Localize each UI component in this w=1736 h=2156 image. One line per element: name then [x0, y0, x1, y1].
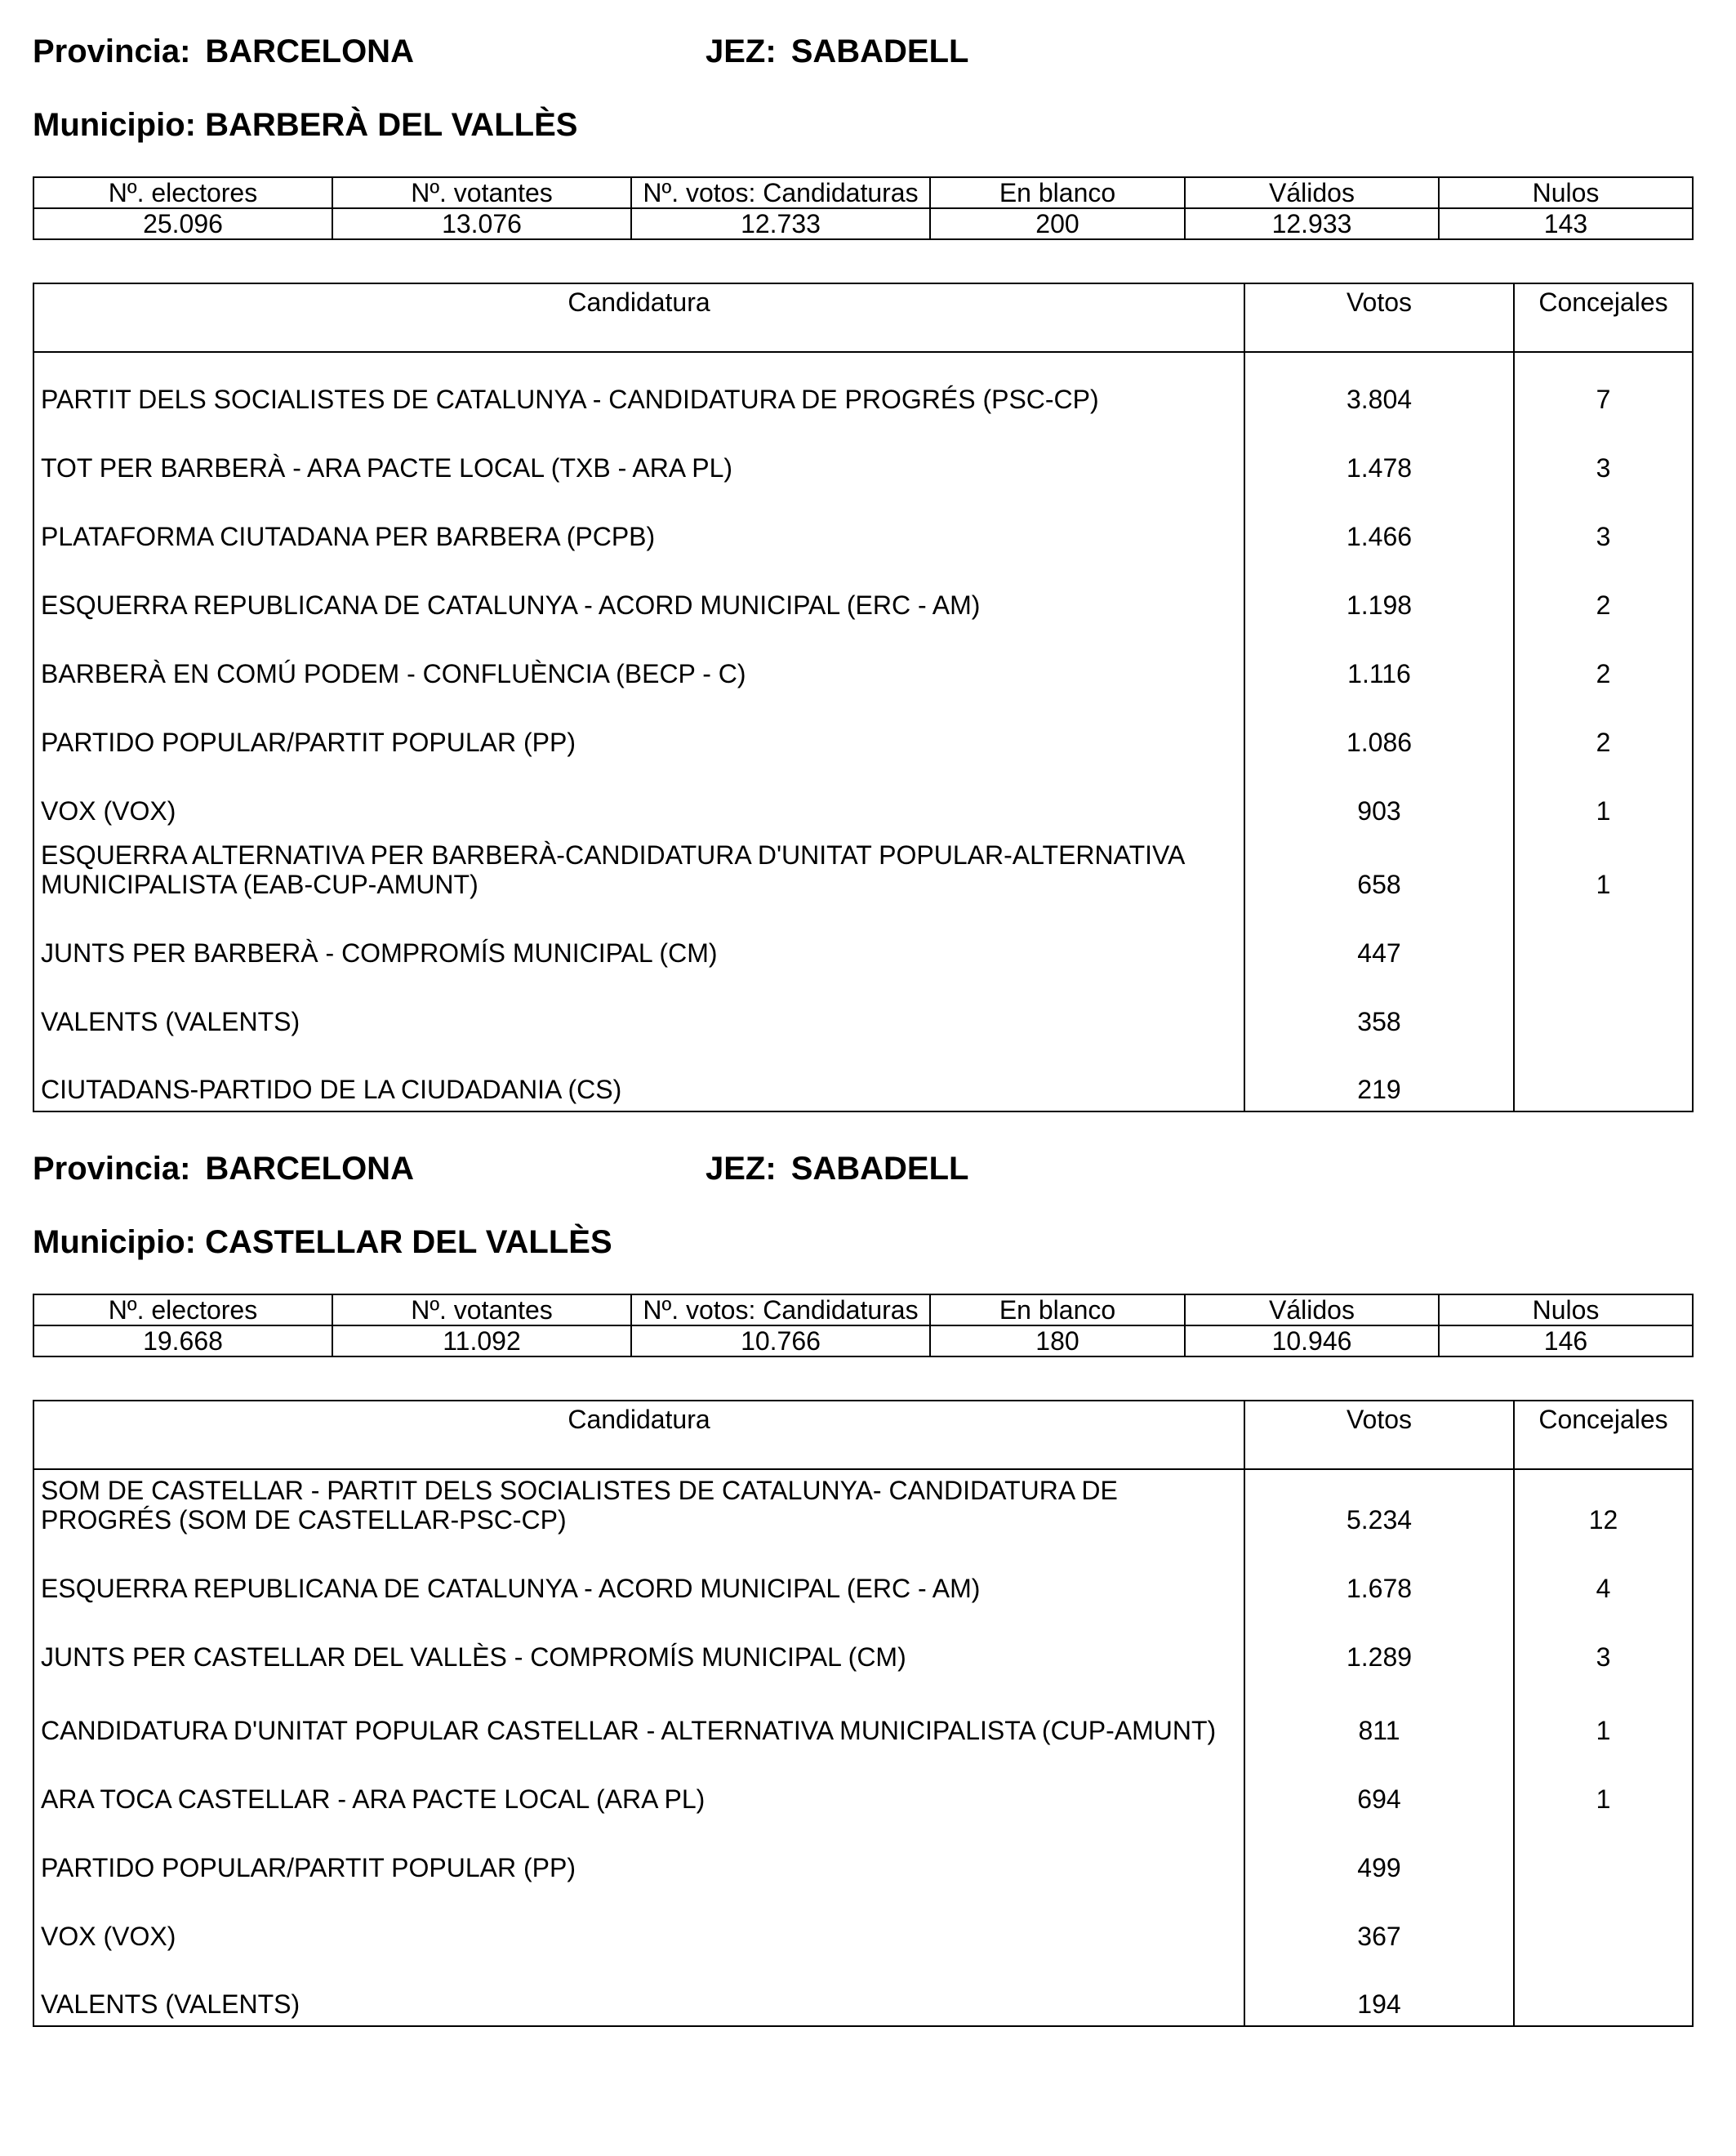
summary-header-cell: Válidos [1185, 177, 1439, 208]
summary-value-row [33, 208, 1693, 239]
table-row [33, 1958, 1693, 2026]
candidatura-cell: VOX (VOX) [33, 764, 1244, 832]
votos-cell: 194 [1244, 1958, 1514, 2026]
table-row [33, 558, 1693, 626]
concejales-cell: 4 [1514, 1541, 1693, 1610]
table-row [33, 974, 1693, 1043]
summary-header-cell: Nº. votos: Candidaturas [631, 177, 930, 208]
provincia-heading [33, 1150, 414, 1187]
concejales-cell: 3 [1514, 1610, 1693, 1678]
candidatura-cell: PARTIT DELS SOCIALISTES DE CATALUNYA - CANDIDATURA DE PROGRÉS (PSC-CP) [33, 352, 1244, 421]
concejales-cell [1514, 1958, 1693, 2026]
provincia-label: Provincia: [33, 33, 191, 69]
votos-cell: 447 [1244, 906, 1514, 974]
votos-cell: 367 [1244, 1889, 1514, 1958]
concejales-cell [1514, 1043, 1693, 1111]
provincia-label: Provincia: [33, 1151, 191, 1187]
candidatura-cell: BARBERÀ EN COMÚ PODEM - CONFLUÈNCIA (BECP - C) [33, 626, 1244, 695]
summary-header-cell: Nulos [1439, 177, 1693, 208]
concejales-cell: 3 [1514, 421, 1693, 489]
summary-value-row [33, 1325, 1693, 1356]
table-row [33, 1610, 1693, 1678]
concejales-cell [1514, 1820, 1693, 1889]
concejales-cell: 7 [1514, 352, 1693, 421]
candidatura-cell: ARA TOCA CASTELLAR - ARA PACTE LOCAL (ARA PL) [33, 1752, 1244, 1820]
table-row [33, 1541, 1693, 1610]
concejales-cell: 1 [1514, 832, 1693, 906]
table-row [33, 421, 1693, 489]
table-row [33, 832, 1693, 906]
table-row [33, 352, 1693, 421]
concejales-cell [1514, 974, 1693, 1043]
candidatura-cell: PARTIDO POPULAR/PARTIT POPULAR (PP) [33, 1820, 1244, 1889]
summary-value-cell: 25.096 [33, 208, 332, 239]
municipio-label: Municipio: [33, 1224, 196, 1260]
candidatura-cell: JUNTS PER BARBERÀ - COMPROMÍS MUNICIPAL (CM) [33, 906, 1244, 974]
summary-table [33, 1294, 1694, 1357]
votos-cell: 903 [1244, 764, 1514, 832]
concejales-cell: 12 [1514, 1469, 1693, 1541]
candidatura-cell: PARTIDO POPULAR/PARTIT POPULAR (PP) [33, 695, 1244, 764]
candidatura-cell: TOT PER BARBERÀ - ARA PACTE LOCAL (TXB - ARA PL) [33, 421, 1244, 489]
concejales-cell: 2 [1514, 695, 1693, 764]
concejales-cell: 3 [1514, 489, 1693, 558]
jez-value: SABADELL [790, 33, 969, 69]
provincia-heading [33, 33, 414, 70]
municipio-heading [33, 106, 577, 144]
candidatura-cell: ESQUERRA REPUBLICANA DE CATALUNYA - ACORD MUNICIPAL (ERC - AM) [33, 1541, 1244, 1610]
summary-header-cell: En blanco [930, 177, 1185, 208]
table-row [33, 626, 1693, 695]
provincia-value: BARCELONA [205, 1151, 414, 1187]
candidatura-header: Candidatura [33, 1401, 1244, 1469]
votos-cell: 1.678 [1244, 1541, 1514, 1610]
candidatura-cell: VOX (VOX) [33, 1889, 1244, 1958]
votos-cell: 1.116 [1244, 626, 1514, 695]
concejales-header: Concejales [1514, 1401, 1693, 1469]
summary-header-cell: Nº. votantes [332, 1294, 631, 1325]
summary-table [33, 176, 1694, 240]
results-table [33, 283, 1694, 1112]
table-row [33, 906, 1693, 974]
jez-heading [706, 33, 968, 70]
table-row [33, 695, 1693, 764]
results-header-row [33, 1401, 1693, 1469]
summary-header-cell: Nulos [1439, 1294, 1693, 1325]
summary-header-cell: Válidos [1185, 1294, 1439, 1325]
votos-cell: 1.086 [1244, 695, 1514, 764]
concejales-cell: 1 [1514, 764, 1693, 832]
table-row [33, 1889, 1693, 1958]
summary-value-cell: 143 [1439, 208, 1693, 239]
votos-cell: 499 [1244, 1820, 1514, 1889]
votos-cell: 3.804 [1244, 352, 1514, 421]
candidatura-cell: ESQUERRA REPUBLICANA DE CATALUNYA - ACORD MUNICIPAL (ERC - AM) [33, 558, 1244, 626]
results-header-row [33, 283, 1693, 352]
summary-value-cell: 19.668 [33, 1325, 332, 1356]
summary-value-cell: 10.946 [1185, 1325, 1439, 1356]
votos-cell: 219 [1244, 1043, 1514, 1111]
concejales-cell: 1 [1514, 1678, 1693, 1752]
summary-header-cell: Nº. votos: Candidaturas [631, 1294, 930, 1325]
candidatura-cell: SOM DE CASTELLAR - PARTIT DELS SOCIALISTES DE CATALUNYA- CANDIDATURA DE PROGRÉS (SOM DE CASTELLAR-PSC-CP) [33, 1469, 1244, 1541]
results-table [33, 1400, 1694, 2027]
candidatura-cell: CANDIDATURA D'UNITAT POPULAR CASTELLAR - ALTERNATIVA MUNICIPALISTA (CUP-AMUNT) [33, 1678, 1244, 1752]
summary-header-cell: Nº. votantes [332, 177, 631, 208]
votos-cell: 694 [1244, 1752, 1514, 1820]
table-row [33, 764, 1693, 832]
candidatura-header: Candidatura [33, 283, 1244, 352]
municipio-heading [33, 1223, 612, 1261]
summary-header-row [33, 1294, 1693, 1325]
candidatura-cell: ESQUERRA ALTERNATIVA PER BARBERÀ-CANDIDATURA D'UNITAT POPULAR-ALTERNATIVA MUNICIPALISTA (EAB-CUP-AMUNT) [33, 832, 1244, 906]
votos-cell: 811 [1244, 1678, 1514, 1752]
concejales-cell: 2 [1514, 558, 1693, 626]
table-row [33, 489, 1693, 558]
candidatura-cell: VALENTS (VALENTS) [33, 1958, 1244, 2026]
concejales-cell [1514, 1889, 1693, 1958]
votos-cell: 1.466 [1244, 489, 1514, 558]
summary-header-cell: Nº. electores [33, 1294, 332, 1325]
votos-cell: 1.478 [1244, 421, 1514, 489]
summary-header-row [33, 177, 1693, 208]
concejales-cell: 1 [1514, 1752, 1693, 1820]
concejales-header: Concejales [1514, 283, 1693, 352]
table-row [33, 1752, 1693, 1820]
votos-cell: 5.234 [1244, 1469, 1514, 1541]
votos-cell: 1.198 [1244, 558, 1514, 626]
jez-value: SABADELL [790, 1151, 969, 1187]
jez-label: JEZ: [706, 33, 777, 69]
summary-header-cell: En blanco [930, 1294, 1185, 1325]
votos-header: Votos [1244, 283, 1514, 352]
summary-value-cell: 180 [930, 1325, 1185, 1356]
municipio-value: CASTELLAR DEL VALLÈS [205, 1224, 612, 1260]
candidatura-cell: VALENTS (VALENTS) [33, 974, 1244, 1043]
summary-value-cell: 10.766 [631, 1325, 930, 1356]
summary-value-cell: 12.733 [631, 208, 930, 239]
candidatura-cell: JUNTS PER CASTELLAR DEL VALLÈS - COMPROMÍS MUNICIPAL (CM) [33, 1610, 1244, 1678]
candidatura-cell: PLATAFORMA CIUTADANA PER BARBERA (PCPB) [33, 489, 1244, 558]
jez-heading [706, 1150, 968, 1187]
candidatura-cell: CIUTADANS-PARTIDO DE LA CIUDADANIA (CS) [33, 1043, 1244, 1111]
votos-cell: 658 [1244, 832, 1514, 906]
table-row [33, 1820, 1693, 1889]
concejales-cell: 2 [1514, 626, 1693, 695]
municipio-label: Municipio: [33, 107, 196, 143]
municipio-value: BARBERÀ DEL VALLÈS [205, 107, 578, 143]
votos-cell: 1.289 [1244, 1610, 1514, 1678]
votos-cell: 358 [1244, 974, 1514, 1043]
table-row [33, 1043, 1693, 1111]
summary-header-cell: Nº. electores [33, 177, 332, 208]
provincia-value: BARCELONA [205, 33, 414, 69]
table-row [33, 1678, 1693, 1752]
concejales-cell [1514, 906, 1693, 974]
summary-value-cell: 146 [1439, 1325, 1693, 1356]
jez-label: JEZ: [706, 1151, 777, 1187]
summary-value-cell: 11.092 [332, 1325, 631, 1356]
summary-value-cell: 13.076 [332, 208, 631, 239]
votos-header: Votos [1244, 1401, 1514, 1469]
summary-value-cell: 12.933 [1185, 208, 1439, 239]
table-row [33, 1469, 1693, 1541]
summary-value-cell: 200 [930, 208, 1185, 239]
